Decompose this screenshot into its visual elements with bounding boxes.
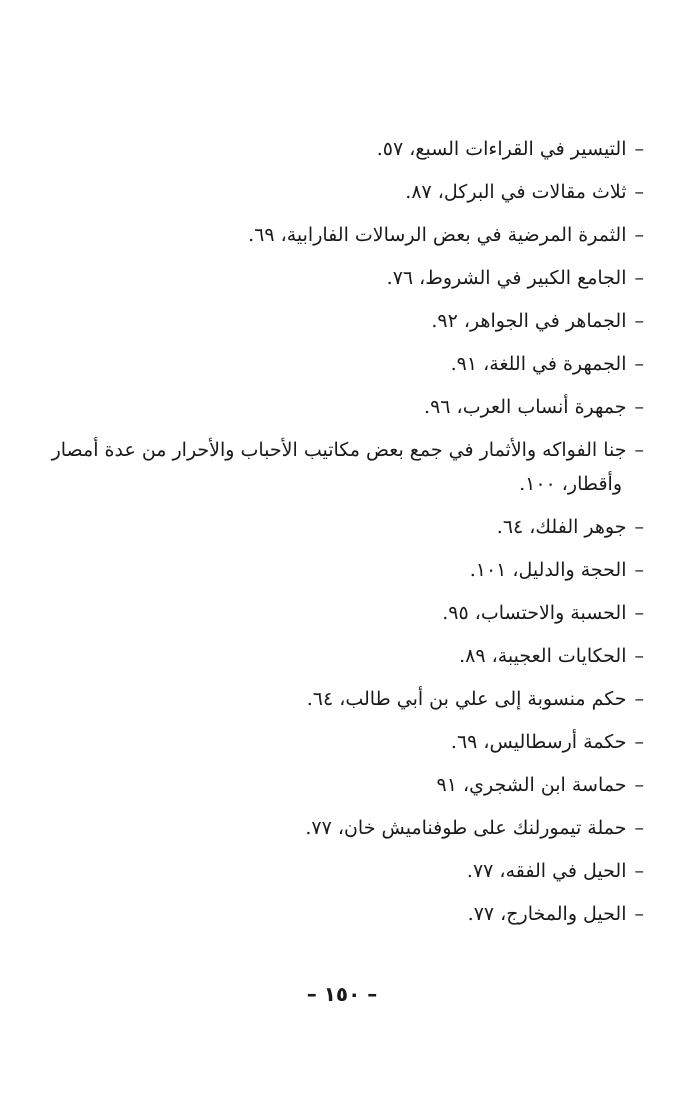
index-entry [50, 549, 644, 592]
entry-dash: – [634, 774, 644, 796]
index-entry [50, 807, 644, 850]
entry-text: الحسبة والاحتساب، ٩٥. [442, 602, 627, 624]
index-entry [50, 343, 644, 386]
index-entry [50, 128, 644, 171]
entry-dash: – [634, 903, 644, 925]
entry-dash: – [634, 817, 644, 839]
index-entry [50, 678, 644, 721]
entry-dash: – [634, 602, 644, 624]
index-entry [50, 764, 644, 807]
entry-text: جمهرة أنساب العرب، ٩٦. [424, 396, 627, 418]
index-entry [50, 721, 644, 764]
entry-text: الجمهرة في اللغة، ٩١. [450, 353, 627, 375]
entry-dash: – [634, 559, 644, 581]
entry-dash: – [634, 516, 644, 538]
entry-text: ثلاث مقالات في البركل، ٨٧. [405, 181, 627, 203]
index-entries [50, 128, 644, 936]
entry-text-line1: جنا الفواكه والأثمار في جمع بعض مكاتيب الأحباب والأحرار من عدة أمصار [51, 439, 627, 461]
entry-text-line2: وأقطار، ١٠٠. [519, 473, 622, 495]
entry-text: الجامع الكبير في الشروط، ٧٦. [386, 267, 627, 289]
index-entry [50, 214, 644, 257]
entry-dash: – [634, 396, 644, 418]
index-entry [50, 592, 644, 635]
index-entry-multiline [50, 429, 644, 506]
entry-text: التيسير في القراءات السبع، ٥٧. [376, 138, 627, 160]
entry-dash: – [634, 645, 644, 667]
entry-dash: – [634, 181, 644, 203]
entry-dash: – [634, 860, 644, 882]
entry-text: الحيل والمخارج، ٧٧. [467, 903, 627, 925]
index-entry [50, 850, 644, 893]
index-entry [50, 893, 644, 936]
entry-text: الحيل في الفقه، ٧٧. [466, 860, 627, 882]
entry-dash: – [634, 439, 644, 461]
entry-dash: – [634, 688, 644, 710]
entry-dash: – [634, 267, 644, 289]
index-entry [50, 506, 644, 549]
entry-dash: – [634, 310, 644, 332]
page-number: – ١٥٠ – [306, 982, 378, 1006]
entry-text: حكمة أرسطاليس، ٦٩. [450, 731, 627, 753]
entry-text: الثمرة المرضية في بعض الرسالات الفارابية، ٦٩. [248, 224, 627, 246]
index-entry [50, 300, 644, 343]
index-entry [50, 386, 644, 429]
entry-dash: – [634, 353, 644, 375]
index-entry [50, 635, 644, 678]
entry-text: حكم منسوبة إلى علي بن أبي طالب، ٦٤. [306, 688, 627, 710]
entry-dash: – [634, 138, 644, 160]
entry-text: الحكايات العجيبة، ٨٩. [459, 645, 627, 667]
entry-dash: – [634, 224, 644, 246]
entry-text: الحجة والدليل، ١٠١. [469, 559, 627, 581]
entry-text: الجماهر في الجواهر، ٩٢. [431, 310, 627, 332]
entry-text: حماسة ابن الشجري، ٩١ [436, 774, 627, 796]
entry-text: حملة تيمورلنك على طوفناميش خان، ٧٧. [305, 817, 627, 839]
entry-dash: – [634, 731, 644, 753]
index-entry [50, 257, 644, 300]
index-entry [50, 171, 644, 214]
entry-text: جوهر الفلك، ٦٤. [496, 516, 627, 538]
